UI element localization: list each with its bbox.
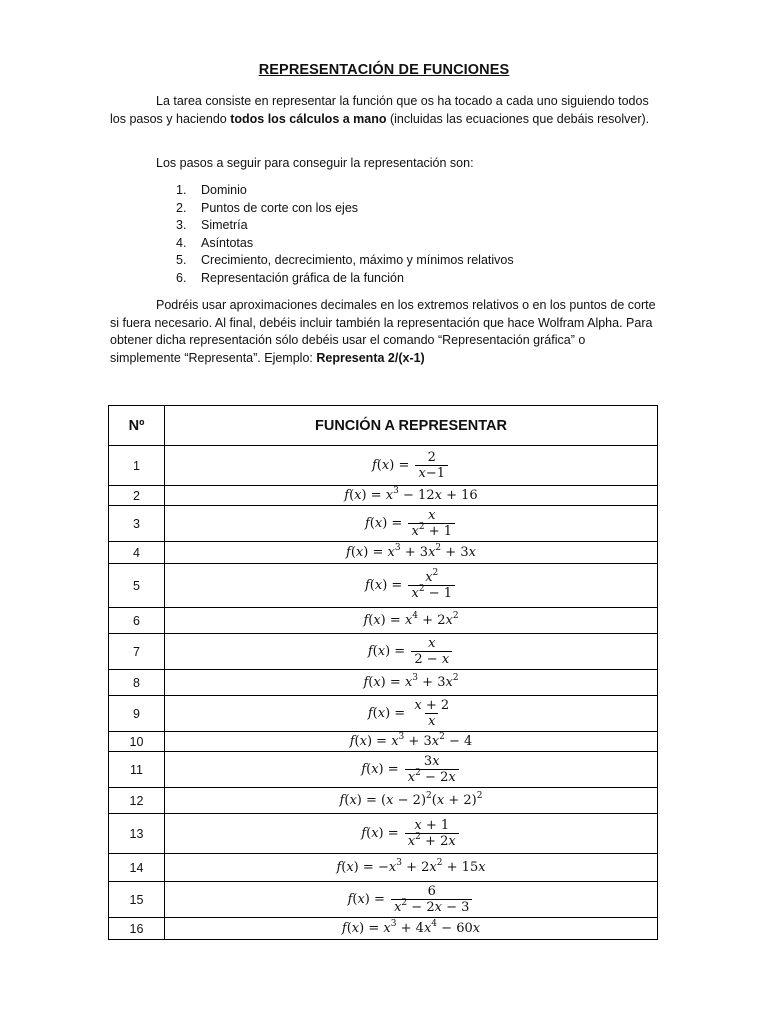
row-number: 1 [109, 446, 165, 486]
steps-intro [110, 155, 658, 173]
table-row [109, 486, 658, 506]
row-number: 16 [109, 918, 165, 940]
table-row [109, 446, 658, 486]
table-row [109, 854, 658, 882]
function-formula: f(x) = $\frac{x^2}{x^2 - 1}$ [165, 564, 658, 608]
closing-paragraph [110, 297, 658, 367]
table-body [109, 446, 658, 940]
table-row [109, 542, 658, 564]
row-number: 13 [109, 814, 165, 854]
function-formula: f(x) = $\frac{x + 2}{x}$ [165, 696, 658, 732]
steps-list [176, 182, 596, 287]
intro-bold-text: todos los cálculos a mano [230, 111, 387, 126]
function-formula: f(x) = $\frac{x}{2 - x}$ [165, 634, 658, 670]
list-item [176, 235, 596, 253]
intro-paragraph [110, 93, 658, 128]
table-row [109, 732, 658, 752]
example-command: Representa 2/(x-1) [316, 350, 425, 365]
function-formula: f(x) = $\frac{x}{x^2 + 1}$ [165, 506, 658, 542]
row-number: 7 [109, 634, 165, 670]
function-formula: $f(x) = x^3 + 3x^2 + 3x$ [165, 542, 658, 564]
row-number: 9 [109, 696, 165, 732]
page-title: REPRESENTACIÓN DE FUNCIONES [258, 62, 510, 78]
function-formula: f(x) = $\frac{6}{x^2 - 2x - 3}$ [165, 882, 658, 918]
intro-text: La tarea consiste en representar la función que os ha tocado a cada uno siguiendo todos los pasos y haciendo [110, 94, 649, 126]
row-number: 14 [109, 854, 165, 882]
table-row [109, 506, 658, 542]
function-formula: $f(x) = x^3 + 3x^2$ [165, 670, 658, 696]
step-text: Puntos de corte con los ejes [201, 200, 359, 215]
step-text: Representación gráfica de la función [201, 270, 404, 285]
table-row [109, 752, 658, 788]
row-number: 4 [109, 542, 165, 564]
step-number: 5. [176, 253, 187, 267]
intro-text-end: (incluidas las ecuaciones que debáis resolver). [386, 111, 650, 126]
step-number: 4. [176, 235, 187, 250]
step-number: 1. [176, 183, 187, 197]
table-row [109, 634, 658, 670]
table-row [109, 788, 658, 814]
row-number: 3 [109, 506, 165, 542]
list-item [176, 200, 596, 218]
function-formula: f(x) = $\frac{x + 1}{x^2 + 2x}$ [165, 814, 658, 854]
step-number: 6. [176, 270, 187, 285]
steps-intro-text: Los pasos a seguir para conseguir la representación son: [156, 156, 474, 170]
table-row [109, 918, 658, 940]
function-formula: $f(x) = x^3 + 3x^2 - 4$ [165, 732, 658, 752]
row-number: 6 [109, 608, 165, 634]
table-row [109, 670, 658, 696]
table-row [109, 564, 658, 608]
function-formula: $f(x) = (x - 2)^2(x + 2)^2$ [165, 788, 658, 814]
step-text: Dominio [201, 183, 247, 197]
table-row [109, 814, 658, 854]
function-formula: f(x) = $\frac{2}{x-1}$ [165, 446, 658, 486]
row-number: 15 [109, 882, 165, 918]
closing-text: Podréis usar aproximaciones decimales en los extremos relativos o en los puntos de corte si fuera necesario. Al final, debéis incluir también la representación que hace Wolfram Alpha. Para obtener dicha representación sólo debéis usar el comando “Representación gráfica” o simplemente “Representa”. Ejemplo: [110, 298, 656, 365]
function-formula: $f(x) = x^3 + 4x^4 - 60x$ [165, 918, 658, 940]
list-item [176, 252, 596, 270]
row-number: 11 [109, 752, 165, 788]
function-formula: f(x) = $\frac{3x}{x^2 - 2x}$ [165, 752, 658, 788]
table-row [109, 696, 658, 732]
list-item [176, 217, 596, 235]
row-number: 12 [109, 788, 165, 814]
step-number: 2. [176, 200, 187, 215]
step-text: Crecimiento, decrecimiento, máximo y mínimos relativos [201, 253, 514, 267]
row-number: 2 [109, 486, 165, 506]
table-row [109, 608, 658, 634]
row-number: 8 [109, 670, 165, 696]
header-function: FUNCIÓN A REPRESENTAR [165, 406, 658, 446]
function-formula: $f(x) = x^3 - 12x + 16$ [165, 486, 658, 506]
function-formula: $f(x) = x^4 + 2x^2$ [165, 608, 658, 634]
list-item [176, 182, 596, 200]
step-number: 3. [176, 218, 187, 232]
step-text: Simetría [201, 218, 248, 232]
table-header-row [109, 406, 658, 446]
function-formula: $f(x) = -x^3 + 2x^2 + 15x$ [165, 854, 658, 882]
list-item [176, 270, 596, 288]
table-row [109, 882, 658, 918]
header-number: Nº [109, 406, 165, 446]
row-number: 10 [109, 732, 165, 752]
functions-table [108, 405, 658, 940]
step-text: Asíntotas [201, 235, 254, 250]
row-number: 5 [109, 564, 165, 608]
